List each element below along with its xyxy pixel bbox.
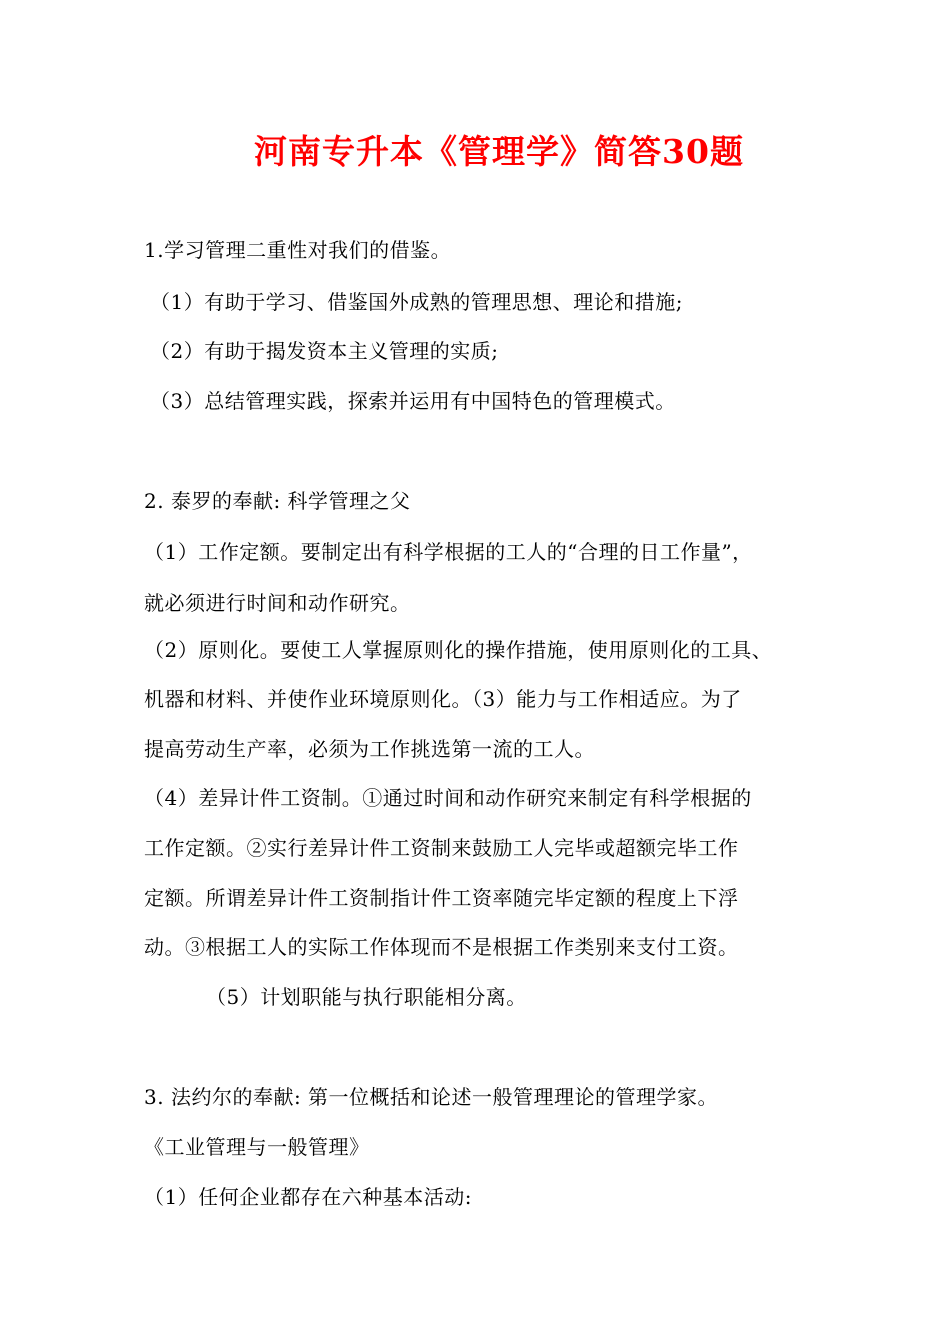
q2-paragraph-line: 工作定额。②实行差异计件工资制来鼓励工人完毕或超额完毕工作 [144, 836, 739, 860]
document-title: 河南专升本《管理学》简答30题 [254, 132, 744, 171]
q2-paragraph-line: 就必须进行时间和动作研究。 [144, 591, 411, 615]
q2-paragraph-line: （4）差异计件工资制。①通过时间和动作研究来制定有科学根据的 [144, 786, 752, 810]
q2-paragraph-line: （1）工作定额。要制定出有科学根据的工人的“合理的日工作量”， [144, 540, 753, 564]
q2-point-5: （5）计划职能与执行职能相分离。 [206, 985, 527, 1009]
q3-book-title: 《工业管理与一般管理》 [144, 1135, 370, 1159]
q2-heading: 2. 泰罗的奉献: 科学管理之父 [144, 489, 411, 513]
q1-point-2: （2）有助于揭发资本主义管理的实质; [150, 339, 499, 363]
q1-point-1: （1）有助于学习、借鉴国外成熟的管理思想、理论和措施; [150, 290, 683, 314]
q2-paragraph-line: （2）原则化。要使工人掌握原则化的操作措施，使用原则化的工具、 [144, 638, 773, 662]
q1-point-3: （3）总结管理实践，探索并运用有中国特色的管理模式。 [150, 389, 676, 413]
q3-heading: 3. 法约尔的奉献: 第一位概括和论述一般管理理论的管理学家。 [144, 1085, 719, 1109]
q2-paragraph-line: 动。③根据工人的实际工作体现而不是根据工作类别来支付工资。 [144, 935, 739, 959]
q1-heading: 1.学习管理二重性对我们的借鉴。 [144, 238, 452, 262]
q2-paragraph-line: 机器和材料、并使作业环境原则化。（3）能力与工作相适应。为了 [144, 687, 742, 711]
q3-point-1: （1）任何企业都存在六种基本活动: [144, 1185, 472, 1209]
q2-paragraph-line: 定额。所谓差异计件工资制指计件工资率随完毕定额的程度上下浮 [144, 886, 739, 910]
q2-paragraph-line: 提高劳动生产率，必须为工作挑选第一流的工人。 [144, 737, 595, 761]
